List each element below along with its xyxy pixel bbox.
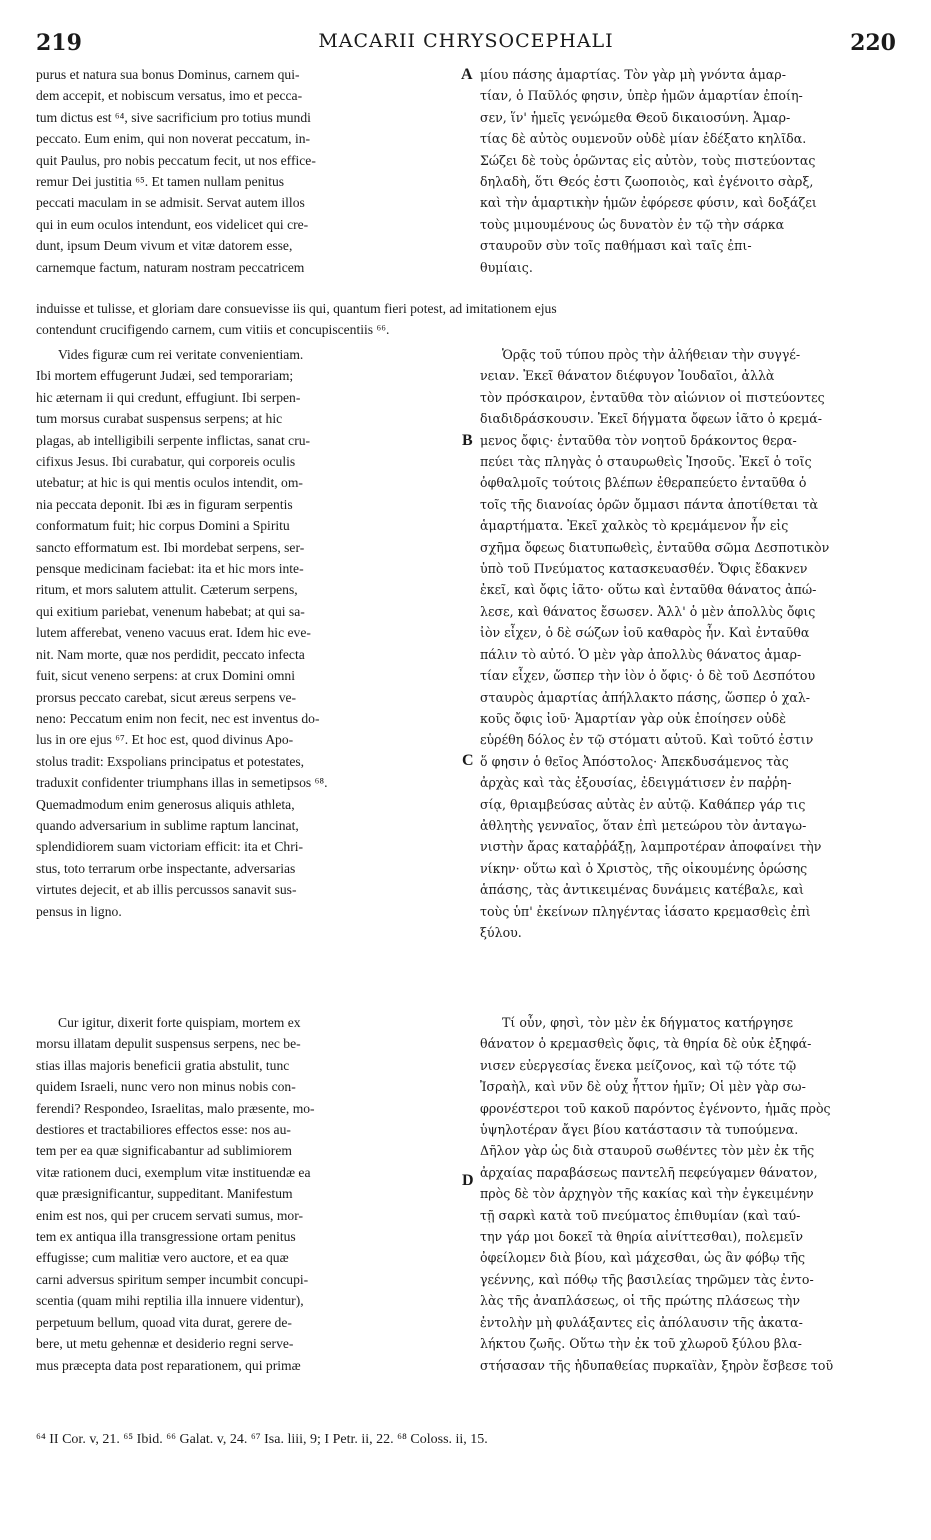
greek-line: καὶ τὴν ἁμαρτικὴν ἡμῶν ἐφόρεσε φύσιν, καὶ δοξάζει [480, 195, 817, 211]
latin-line: nia peccata deponit. Ibi æs in figuram serpentis [36, 496, 293, 512]
latin-column-block-1 [36, 64, 456, 278]
latin-line: plagas, ab intelligibili serpente inflictas, sanat cru- [36, 432, 311, 448]
latin-line: stias illas majoris beneficii gratia abstulit, tunc [36, 1057, 290, 1073]
greek-line: ὑψηλοτέραν ἄγει βίου κατάστασιν τὰ τυπούμενα. [480, 1122, 799, 1138]
greek-line: τοὺς ὑπ' ἐκείνων πληγέντας ἰάσατο κρεμασθεὶς ἐπὶ [480, 903, 811, 919]
latin-line: quando adversarium in sublime raptum lancinat, [36, 817, 299, 833]
greek-column-block-1 [480, 64, 894, 278]
page-number-right: 220 [850, 30, 896, 56]
greek-line: σταυροῦν σὺν τοῖς παθήμασι καὶ ταῖς ἐπι- [480, 238, 752, 254]
greek-line: νίκην· οὕτω καὶ ὁ Χριστὸς, τῆς οἰκουμένης ὁρώσης [480, 860, 808, 876]
latin-line: sancto efformatum est. Ibi mordebat serpens, ser- [36, 539, 305, 555]
greek-line: ἀρχαίας παραβάσεως παντελῆ πεφεύγαμεν θάνατον, [480, 1164, 818, 1180]
latin-line: peccato. Eum enim, qui non noverat peccatum, in- [36, 131, 311, 147]
latin-line: morsu illatam depulit suspensus serpens, nec be- [36, 1036, 301, 1052]
latin-line: Cur igitur, dixerit forte quispiam, mortem ex [58, 1015, 301, 1030]
greek-line: νειαν. Ἐκεῖ θάνατον διέφυγον Ἰουδαῖοι, ἀλλὰ [480, 368, 775, 384]
greek-line: Σώζει δὲ τοὺς ὁρῶντας εἰς αὐτὸν, τοὺς πιστεύοντας [480, 152, 816, 168]
latin-line: stus, toto terrarum orbe inspectante, adversarias [36, 860, 296, 876]
latin-line: effugisse; cum malitiæ vero auctore, et ea quæ [36, 1250, 289, 1266]
latin-line: quit Paulus, pro nobis peccatum fecit, ut nos effice- [36, 152, 316, 168]
greek-line: κοῦς ὄφις ἰοῦ· Ἁμαρτίαν γὰρ οὐκ ἐποίησεν οὐδὲ [480, 710, 787, 726]
latin-line: tum morsus curabat suspensus serpens; at hic [36, 411, 283, 427]
greek-line: λεσε, καὶ θάνατος ἔσωσεν. Ἀλλ' ὁ μὲν ἀπολλὺς ὄφις [480, 603, 816, 619]
latin-line: tem ex antiqua illa transgressione ortam penitus [36, 1229, 296, 1245]
latin-line: quæ præsignificantur, suppeditant. Manifestum [36, 1186, 293, 1202]
greek-line: νισεν εὐεργεσίας ἕνεκα μείζονος, καὶ τῷ τότε τῷ [480, 1057, 797, 1073]
greek-line: λὰς τῆς ἀναπλάσεως, οἱ τῆς πρώτης πλάσεως τὴν [480, 1293, 800, 1309]
footnotes: ⁶⁴ II Cor. v, 21. ⁶⁵ Ibid. ⁶⁶ Galat. v, 24. ⁶⁷ Isa. liii, 9; I Petr. ii, 22. ⁶⁸ Coloss. ii, 15. [36, 1432, 488, 1447]
greek-line: φρονέστεροι τοῦ κακοῦ παρόντος ἐγένοντο, ἡμᾶς πρὸς [480, 1100, 831, 1116]
latin-line: lutem afferebat, veneno vacuus erat. Idem hic eve- [36, 625, 311, 641]
greek-line: ξύλου. [480, 924, 522, 940]
section-marker-d: D [462, 1172, 474, 1189]
greek-line: νιστὴν ἄρας καταῤῥάξῃ, λαμπροτέραν ἀποφαίνει τὴν [480, 839, 822, 855]
greek-line: μίου πάσης ἁμαρτίας. Τὸν γὰρ μὴ γνόντα ἁμαρ- [480, 67, 786, 82]
latin-line: ritum, et mors salutem attulit. Cæterum serpens, [36, 582, 298, 598]
latin-line: Ibi mortem effugerunt Judæi, sed temporariam; [36, 368, 294, 384]
greek-line: ὑπὸ τοῦ Πνεύματος κατασκευασθέν. Ὄφις ἔδακνεν [480, 561, 808, 577]
greek-line: σίᾳ, θριαμβεύσας αὐτὰς ἐν αὐτῷ. Καθάπερ γάρ τις [480, 796, 806, 812]
greek-line: τοῖς τῆς διανοίας ὁρῶν ὄμμασι πάντα ἀποτίθεται τὰ [480, 496, 818, 512]
greek-line: ἀρχὰς καὶ τὰς ἐξουσίας, ἐδειγμάτισεν ἐν παῤῥη- [480, 775, 792, 791]
greek-line: σταυρὸς ἁμαρτίας ἀπήλλακτο πάσης, ὥσπερ ὁ χαλ- [480, 689, 811, 705]
greek-line: ἁμαρτήματα. Ἐκεῖ χαλκὸς τὸ κρεμάμενον ἦν εἰς [480, 518, 789, 534]
greek-line: τίαν, ὁ Παῦλός φησιν, ὑπὲρ ἡμῶν ἁμαρτίαν ἐποίη- [480, 88, 803, 104]
greek-line: τῇ σαρκὶ κατὰ τοῦ πνεύματος ἐπιθυμίαν (καὶ ταύ- [480, 1207, 801, 1223]
greek-line: πεύει τὰς πληγὰς ὁ σταυρωθεὶς Ἰησοῦς. Ἐκεῖ ὁ τοῖς [480, 454, 812, 470]
greek-line: Ἰσραὴλ, καὶ νῦν δὲ οὐχ ἧττον ἡμῖν; Οἱ μὲν γὰρ σω- [480, 1079, 806, 1095]
latin-line: lus in ore ejus ⁶⁷. Et hoc est, quod divinus Apo- [36, 732, 294, 748]
greek-line: τοὺς μιμουμένους ὡς δυνατὸν ἐν τῷ τὴν σάρκα [480, 216, 785, 232]
latin-line: fuit, sicut veneno serpens: at crux Domini omni [36, 668, 295, 684]
latin-column-block-3 [36, 1012, 456, 1376]
greek-line: ὀφθαλμοῖς τούτοις βλέπων ἐθεραπεύετο ἐνταῦθα ὁ [480, 475, 807, 491]
latin-line: remur Dei justitia ⁶⁵. Et tamen nullam penitus [36, 174, 285, 190]
latin-line: purus et natura sua bonus Dominus, carnem qui- [36, 67, 300, 82]
latin-line: quidem Israeli, nunc vero non minus nobis con- [36, 1079, 296, 1095]
latin-line: carni adversus spiritum semper incumbit concupi- [36, 1271, 309, 1287]
latin-line: tum dictus est ⁶⁴, sive sacrificium pro totius mundi [36, 109, 311, 125]
greek-line: τίαν εἶχεν, ὥσπερ τὴν ἰὸν ὁ ὄφις· ὁ δὲ τοῦ Δεσπότου [480, 668, 816, 684]
greek-line: ἰὸν εἶχεν, ὁ δὲ σώζων ἰοῦ καθαρὸς ἦν. Καὶ ἐνταῦθα [480, 625, 810, 641]
greek-line: δηλαδὴ, ὅτι Θεός ἐστι ζωοποιὸς, καὶ ἐγένοιτο σὰρξ, [480, 174, 814, 190]
greek-line: ἐκεῖ, καὶ ὄφις ἰᾶτο· οὕτω καὶ ἐνταῦθα θάνατος ἀπώ- [480, 582, 817, 598]
greek-line: πρὸς δὲ τὸν ἀρχηγὸν τῆς κακίας καὶ τὴν ἐγκειμένην [480, 1186, 814, 1202]
running-title: MACARII CHRYSOCEPHALI [318, 30, 614, 52]
greek-line: γεέννης, καὶ πόθῳ τῆς βασιλείας τηρῶμεν τὰς ἐντο- [480, 1271, 814, 1287]
latin-line: ferendi? Respondeo, Israelitas, malo præsente, mo- [36, 1100, 315, 1116]
latin-line: Quemadmodum enim generosus aliquis athleta, [36, 796, 295, 812]
latin-line: dem accepit, et nobiscum versatus, imo et pecca- [36, 88, 303, 104]
greek-line: στήσασαν τῆς ἡδυπαθείας πυρκαϊὰν, ξηρὸν ἔσβεσε τοῦ [480, 1357, 834, 1373]
latin-line: pensus in ligno. [36, 903, 122, 919]
greek-column-block-3 [480, 1012, 894, 1376]
greek-line: λήκτου ζωῆς. Οὕτω τὴν ἐκ τοῦ χλωροῦ ξύλου βλα- [480, 1336, 802, 1352]
latin-line: carnemque factum, naturam nostram peccatricem [36, 259, 305, 275]
section-marker-b: B [462, 432, 473, 449]
page-number-left: 219 [36, 30, 82, 56]
latin-line: prorsus peccato carebat, sicut æreus serpens ve- [36, 689, 297, 705]
greek-line: σεν, ἵν' ἡμεῖς γενώμεθα Θεοῦ δικαιοσύνη. Ἁμαρ- [480, 109, 791, 125]
greek-column-block-2 [480, 344, 894, 943]
latin-line: cifixus Jesus. Ibi curabatur, qui corporeis oculis [36, 454, 296, 470]
greek-line: ὀφείλομεν διὰ βίου, καὶ μάχεσθαι, ὡς ἂν φόβῳ τῆς [480, 1250, 806, 1266]
latin-column-block-2 [36, 344, 456, 922]
latin-line: Vides figuræ cum rei veritate convenientiam. [58, 347, 304, 362]
latin-line: utebatur; at hic is qui mentis oculos intendit, om- [36, 475, 303, 491]
latin-line: tem per ea quæ significabantur ad sublimiorem [36, 1143, 292, 1159]
greek-line: μενος ὄφις· ἐνταῦθα τὸν νοητοῦ δράκοντος θερα- [480, 432, 797, 448]
latin-line: destiores et tractabiliores effectos esse: nos au- [36, 1122, 291, 1138]
latin-line: stolus tradit: Exspolians principatus et potestates, [36, 753, 305, 769]
full-width-continuation [36, 298, 894, 340]
full-width-line: contendunt crucifigendo carnem, cum vitiis et concupiscentiis ⁶⁶. [36, 322, 390, 337]
latin-line: qui in eum oculos intendunt, eos videlicet qui cre- [36, 216, 309, 232]
latin-line: qui exitium pariebat, venenum habebat; at qui sa- [36, 603, 305, 619]
latin-line: neno: Peccatum enim non fecit, nec est inventus do- [36, 710, 320, 726]
latin-line: splendidiorem suam victoriam efficit: ita et Chri- [36, 839, 304, 855]
latin-line: conformatum fuit; hic corpus Domini a Spiritu [36, 518, 290, 534]
greek-line: ὅ φησιν ὁ θεῖος Ἀπόστολος· Ἀπεκδυσάμενος τὰς [480, 753, 789, 769]
latin-line: pensque medicinam faciebat: ita et hic mors inte- [36, 561, 304, 577]
greek-line: πάλιν τὸ αὐτό. Ὁ μὲν γὰρ ἀπολλὺς θάνατος ἁμαρ- [480, 646, 802, 662]
full-width-line: induisse et tulisse, et gloriam dare consuevisse iis qui, quantum fieri potest, ad imitationem ejus [36, 301, 557, 316]
greek-line: εὑρέθη δόλος ἐν τῷ στόματι αὐτοῦ. Καὶ τοῦτό ἐστιν [480, 732, 814, 748]
latin-line: virtutes dejecit, et ab illis percussos sanavit sus- [36, 882, 297, 898]
latin-line: dunt, ipsum Deum vivum et vitæ datorem esse, [36, 238, 293, 254]
latin-line: hic æternam ii qui credunt, effugiunt. Ibi serpen- [36, 389, 301, 405]
greek-line: σχῆμα ὄφεως διατυπωθεὶς, ἐνταῦθα σῶμα Δεσποτικὸν [480, 539, 830, 555]
section-marker-c: C [462, 752, 474, 769]
latin-line: peccati maculam in se admisit. Servat autem illos [36, 195, 305, 211]
section-marker-a: A [461, 66, 473, 83]
latin-line: nit. Nam morte, quæ nos perdidit, peccato infecta [36, 646, 305, 662]
latin-line: scentia (quam mihi reptilia illa innuere videntur), [36, 1293, 304, 1309]
latin-line: bere, ut metu gehennæ et desiderio regni serve- [36, 1336, 294, 1352]
latin-line: traduxit confidenter triumphans illas in semetipsos ⁶⁸. [36, 775, 328, 791]
greek-line: ἁπάσης, τὰς ἀντικειμένας δυνάμεις κατέβαλε, καὶ [480, 882, 804, 898]
greek-line: Τί οὖν, φησὶ, τὸν μὲν ἐκ δήγματος κατήργησε [502, 1015, 794, 1030]
running-header [36, 30, 896, 58]
greek-line: τὸν πρόσκαιρον, ἐνταῦθα τὸν αἰώνιον οἱ πιστεύοντες [480, 389, 825, 405]
greek-line: ἐντολὴν μὴ φυλάξαντες εἰς ἀπόλαυσιν τῆς ἀκατα- [480, 1314, 803, 1330]
greek-line: Δῆλον γὰρ ὡς διὰ σταυροῦ σωθέντες τὸν μὲν ἐκ τῆς [480, 1143, 815, 1159]
greek-line: διαδιδράσκουσιν. Ἐκεῖ δήγματα ὄφεων ἰᾶτο ὁ κρεμά- [480, 411, 823, 427]
greek-line: θάνατον ὁ κρεμασθεὶς ὄφις, τὰ θηρία δὲ οὐκ ἐξηφά- [480, 1036, 812, 1052]
latin-line: vitæ rationem duci, exemplum vitæ instituendæ ea [36, 1164, 311, 1180]
latin-line: mus præcepta data post reparationem, qui primæ [36, 1357, 301, 1373]
greek-line: Ὁρᾷς τοῦ τύπου πρὸς τὴν ἀλήθειαν τὴν συγγέ- [502, 347, 801, 362]
latin-line: perpetuum bellum, quoad vita durat, gerere de- [36, 1314, 292, 1330]
latin-line: enim est nos, qui per crucem servati sumus, mor- [36, 1207, 304, 1223]
greek-line: τίας δὲ αὐτὸς ουμενοῦν οὐδὲ μίαν ἐδέξατο κηλῖδα. [480, 131, 807, 147]
greek-line: ἀθλητὴς γενναῖος, ὅταν ἐπὶ μετεώρου τὸν ἀνταγω- [480, 817, 807, 833]
greek-line: θυμίαις. [480, 259, 533, 275]
greek-line: την γάρ μοι δοκεῖ τὰ θηρία αἰνίττεσθαι), πολεμεῖν [480, 1229, 803, 1245]
